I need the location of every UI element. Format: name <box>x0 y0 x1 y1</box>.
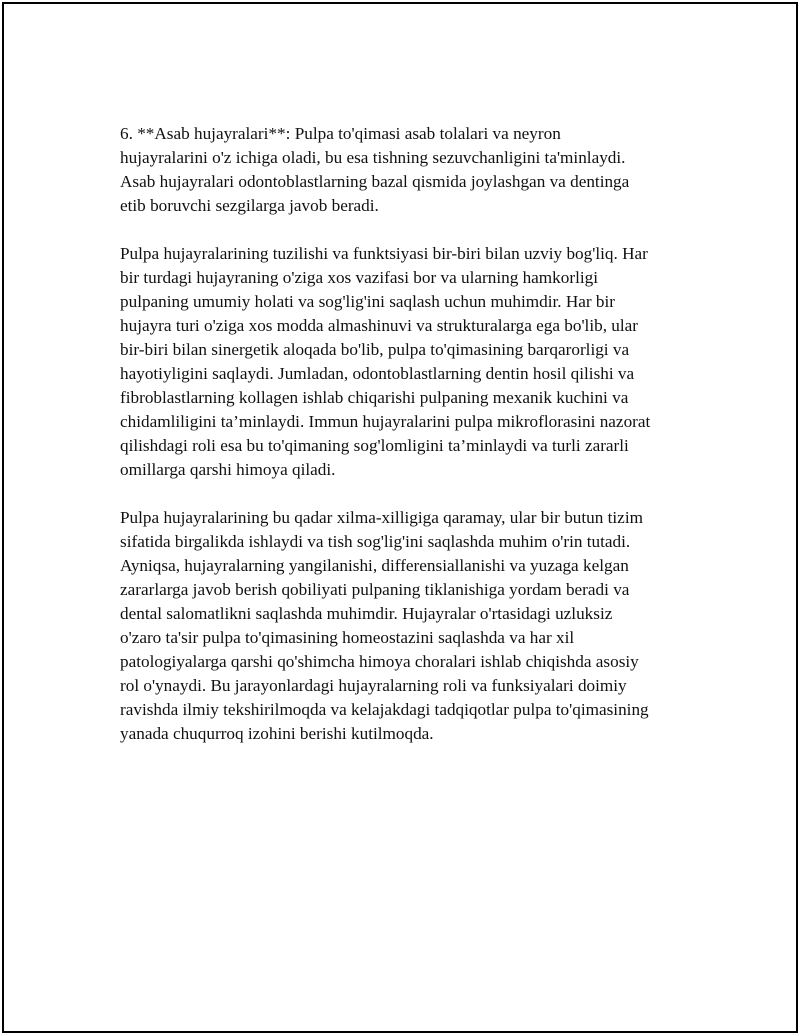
text-line: rol o'ynaydi. Bu jarayonlardagi hujayralarning roli va funksiyalari doimiy <box>120 676 627 695</box>
text-line: yanada chuqurroq izohini berishi kutilmoqda. <box>120 724 434 743</box>
text-line: dental salomatlikni saqlashda muhimdir. Hujayralar o'rtasidagi uzluksiz <box>120 604 613 623</box>
paragraph-structure-function <box>120 242 700 482</box>
text-line: Ayniqsa, hujayralarning yangilanishi, differensiallanishi va yuzaga kelgan <box>120 556 629 575</box>
text-line: ravishda ilmiy tekshirilmoqda va kelajakdagi tadqiqotlar pulpa to'qimasining <box>120 700 649 719</box>
text-line: Pulpa hujayralarining tuzilishi va funktsiyasi bir-biri bilan uzviy bog'liq. Har <box>120 244 648 263</box>
text-line: bir-biri bilan sinergetik aloqada bo'lib, pulpa to'qimasining barqarorligi va <box>120 340 630 359</box>
text-line: hujayra turi o'ziga xos modda almashinuvi va strukturalarga ega bo'lib, ular <box>120 316 639 335</box>
text-line: bir turdagi hujayraning o'ziga xos vazifasi bor va ularning hamkorligi <box>120 268 599 287</box>
document-body <box>120 122 700 770</box>
text-line: qilishdagi roli esa bu to'qimaning sog'lomligini ta’minlaydi va turli zararli <box>120 436 629 455</box>
text-line: o'zaro ta'sir pulpa to'qimasining homeostazini saqlashda va har xil <box>120 628 575 647</box>
text-line: Pulpa hujayralarining bu qadar xilma-xilligiga qaramay, ular bir butun tizim <box>120 508 643 527</box>
paragraph-diversity-system <box>120 506 700 746</box>
text-line: fibroblastlarning kollagen ishlab chiqarishi pulpaning mexanik kuchini va <box>120 388 629 407</box>
text-line: hujayralarini o'z ichiga oladi, bu esa tishning sezuvchanligini ta'minlaydi. <box>120 148 626 167</box>
text-line: zararlarga javob berish qobiliyati pulpaning tiklanishiga yordam beradi va <box>120 580 630 599</box>
text-line: Asab hujayralari odontoblastlarning bazal qismida joylashgan va dentinga <box>120 172 630 191</box>
text-line: pulpaning umumiy holati va sog'lig'ini saqlash uchun muhimdir. Har bir <box>120 292 616 311</box>
text-line: 6. **Asab hujayralari**: Pulpa to'qimasi asab tolalari va neyron <box>120 124 561 143</box>
text-line: etib boruvchi sezgilarga javob beradi. <box>120 196 379 215</box>
text-line: chidamliligini ta’minlaydi. Immun hujayralarini pulpa mikroflorasini nazorat <box>120 412 651 431</box>
document-page <box>2 2 798 1033</box>
text-line: patologiyalarga qarshi qo'shimcha himoya choralari ishlab chiqishda asosiy <box>120 652 639 671</box>
text-line: sifatida birgalikda ishlaydi va tish sog'lig'ini saqlashda muhim o'rin tutadi. <box>120 532 631 551</box>
paragraph-nerve-cells <box>120 122 700 218</box>
text-line: hayotiyligini saqlaydi. Jumladan, odontoblastlarning dentin hosil qilishi va <box>120 364 635 383</box>
text-line: omillarga qarshi himoya qiladi. <box>120 460 336 479</box>
